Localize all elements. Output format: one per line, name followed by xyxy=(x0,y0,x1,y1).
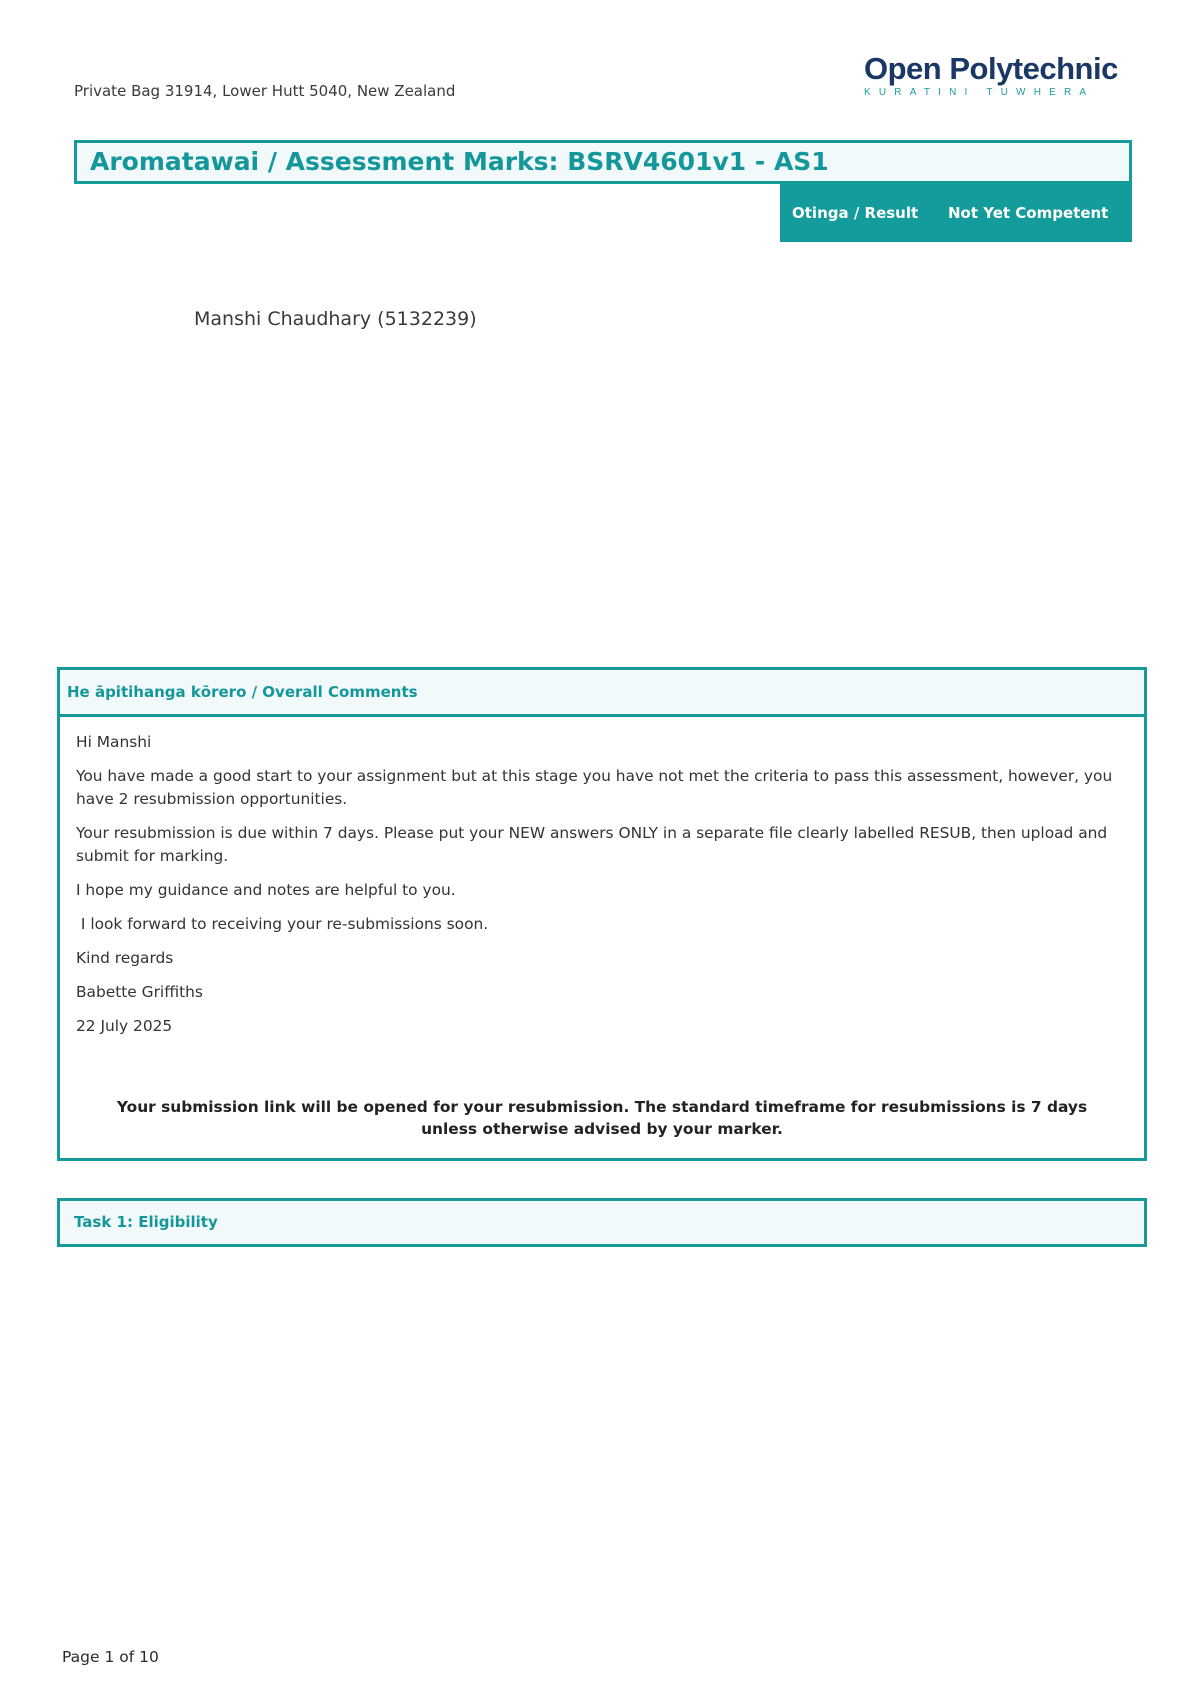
comment-paragraph: Kind regards xyxy=(76,949,174,967)
comment-paragraph: Hi Manshi xyxy=(76,733,152,751)
comment-paragraph: I look forward to receiving your re-submissions soon. xyxy=(76,915,489,933)
comment-paragraph: Your resubmission is due within 7 days. Please put your NEW answers ONLY in a separate file clearly labelled RESUB, then upload and submit for marking. xyxy=(76,824,1108,865)
comments-body xyxy=(60,717,1144,1140)
page-title: Aromatawai / Assessment Marks: BSRV4601v1 - AS1 xyxy=(90,147,829,176)
result-value: Not Yet Competent xyxy=(948,204,1109,222)
result-panel xyxy=(780,184,1132,242)
address: Private Bag 31914, Lower Hutt 5040, New Zealand xyxy=(74,82,456,100)
page-number: Page 1 of 10 xyxy=(62,1648,159,1666)
logo-tagline: KURATINI TUWHERA xyxy=(864,87,1095,98)
comment-paragraph: 22 July 2025 xyxy=(76,1017,173,1035)
overall-comments-heading: He āpitihanga kōrero / Overall Comments xyxy=(60,670,1144,717)
comment-paragraph: I hope my guidance and notes are helpful to you. xyxy=(76,881,456,899)
comment-paragraph: You have made a good start to your assignment but at this stage you have not met the criteria to pass this assessment, however, you have 2 resubmission opportunities. xyxy=(76,767,1113,808)
open-polytechnic-logo xyxy=(864,52,1118,100)
comment-paragraph: Babette Griffiths xyxy=(76,983,203,1001)
result-label: Otinga / Result xyxy=(792,204,919,222)
task-1-heading: Task 1: Eligibility xyxy=(60,1201,1144,1244)
student-name: Manshi Chaudhary (5132239) xyxy=(194,308,477,330)
overall-comments-section xyxy=(57,667,1147,1161)
task-1-section xyxy=(57,1198,1147,1247)
title-banner xyxy=(74,140,1132,184)
logo-name: Open Polytechnic xyxy=(864,51,1118,86)
resubmission-notice: Your submission link will be opened for your resubmission. The standard timeframe for resubmissions is 7 days unless otherwise advised by your marker. xyxy=(116,1098,1088,1138)
